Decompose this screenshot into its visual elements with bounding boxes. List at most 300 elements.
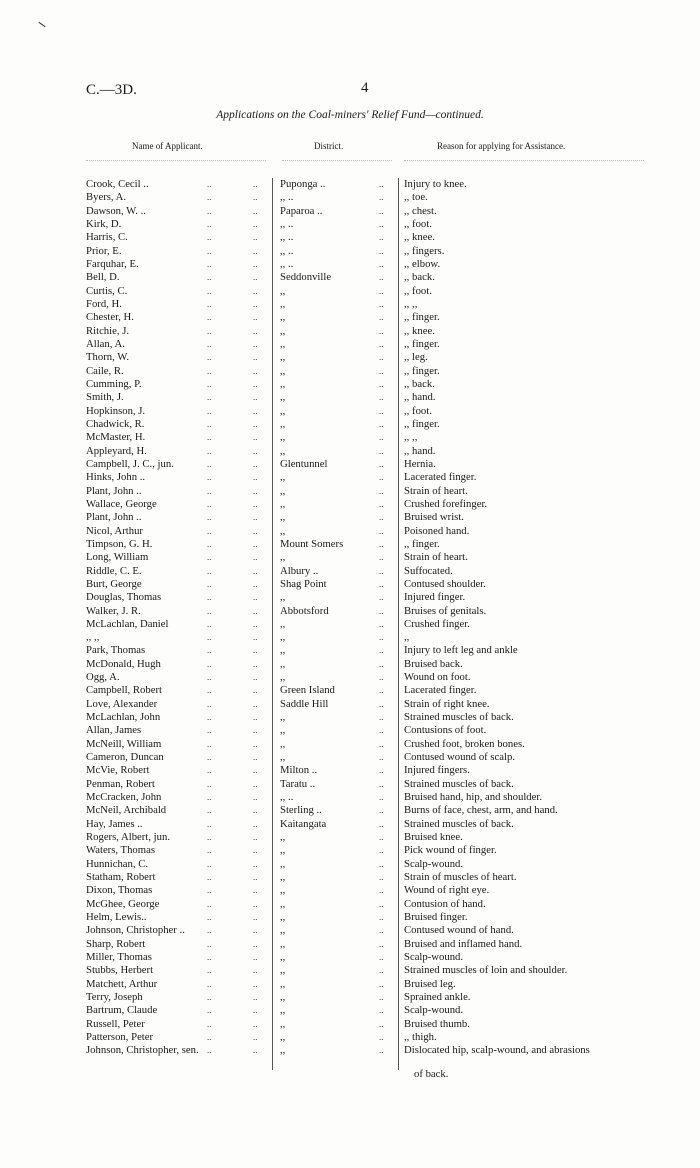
district: ,, .. xyxy=(280,244,294,257)
leader-dots: .. xyxy=(379,179,384,189)
district: ,, xyxy=(280,444,286,457)
leader-dots: .. xyxy=(207,752,212,763)
leader-dots: .. xyxy=(207,952,212,963)
leader-dots: .. xyxy=(207,698,212,709)
leader-dots: .. xyxy=(207,1045,212,1056)
table-row xyxy=(0,751,700,764)
leader-dots: .. xyxy=(253,312,258,323)
leader-dots: .. xyxy=(379,1018,384,1029)
leader-dots: .. xyxy=(207,445,212,456)
leader-dots: .. xyxy=(253,1005,258,1016)
header-rule xyxy=(282,160,392,161)
table-row xyxy=(0,738,700,751)
leader-dots: .. xyxy=(253,872,258,883)
reason: Contused wound of scalp. xyxy=(404,751,516,764)
leader-dots: .. xyxy=(253,898,258,909)
reason: ,, xyxy=(404,631,410,644)
applicant-name: Dawson, W. .. xyxy=(86,204,146,217)
reason: Bruised knee. xyxy=(404,831,463,844)
leader-dots: .. xyxy=(207,618,212,629)
leader-dots: .. xyxy=(379,445,384,456)
leader-dots: .. xyxy=(379,205,384,216)
applicant-name: McNeill, William xyxy=(86,737,162,750)
leader-dots: .. xyxy=(379,218,384,229)
leader-dots: .. xyxy=(207,512,212,523)
district: ,, .. xyxy=(280,217,294,230)
table-row xyxy=(0,978,700,991)
leader-dots: .. xyxy=(379,898,384,909)
table-row xyxy=(0,325,700,338)
table-row xyxy=(0,844,700,857)
reason: Strained muscles of back. xyxy=(404,817,514,830)
table-row xyxy=(0,218,700,231)
reason: ,, back. xyxy=(404,271,435,284)
leader-dots: .. xyxy=(253,618,258,629)
table-row xyxy=(0,485,700,498)
leader-dots: .. xyxy=(253,512,258,523)
table-row xyxy=(0,551,700,564)
leader-dots: .. xyxy=(207,245,212,256)
applicant-name: Prior, E. xyxy=(86,244,122,257)
reason: Wound on foot. xyxy=(404,671,471,684)
leader-dots: .. xyxy=(379,498,384,509)
leader-dots: .. xyxy=(207,418,212,429)
district: ,, xyxy=(280,364,286,377)
leader-dots: .. xyxy=(253,432,258,443)
table-row xyxy=(0,991,700,1004)
table-row xyxy=(0,578,700,591)
leader-dots: .. xyxy=(379,552,384,563)
table-row xyxy=(0,684,700,697)
district: ,, xyxy=(280,324,286,337)
leader-dots: .. xyxy=(379,752,384,763)
district: ,, xyxy=(280,1004,286,1017)
reason: Bruised back. xyxy=(404,657,463,670)
applicant-name: Curtis, C. xyxy=(86,284,128,297)
leader-dots: .. xyxy=(207,338,212,349)
applicant-name: Appleyard, H. xyxy=(86,444,147,457)
table-row xyxy=(0,231,700,244)
district: ,, xyxy=(280,724,286,737)
table-row xyxy=(0,271,700,284)
leader-dots: .. xyxy=(253,978,258,989)
column-header-name: Name of Applicant. xyxy=(132,141,203,151)
leader-dots: .. xyxy=(207,925,212,936)
leader-dots: .. xyxy=(207,578,212,589)
leader-dots: .. xyxy=(253,405,258,416)
applicant-name: Plant, John .. xyxy=(86,484,142,497)
leader-dots: .. xyxy=(207,818,212,829)
leader-dots: .. xyxy=(207,272,212,283)
table-row xyxy=(0,791,700,804)
leader-dots: .. xyxy=(253,352,258,363)
reason: ,, finger. xyxy=(404,417,440,430)
reason: Sprained ankle. xyxy=(404,991,471,1004)
table-row xyxy=(0,924,700,937)
district: Seddonville xyxy=(280,271,332,284)
district: ,, xyxy=(280,497,286,510)
leader-dots: .. xyxy=(379,352,384,363)
table-row xyxy=(0,818,700,831)
applicant-name: Ford, H. xyxy=(86,297,122,310)
district: ,, xyxy=(280,857,286,870)
leader-dots: .. xyxy=(253,179,258,189)
leader-dots: .. xyxy=(253,272,258,283)
table-row xyxy=(0,658,700,671)
district: ,, .. xyxy=(280,191,294,204)
reason: Bruised finger. xyxy=(404,911,468,924)
district: Kaitangata xyxy=(280,817,327,830)
leader-dots: .. xyxy=(207,605,212,616)
leader-dots: .. xyxy=(379,298,384,309)
district: ,, xyxy=(280,417,286,430)
table-row xyxy=(0,285,700,298)
table-row xyxy=(0,391,700,404)
leader-dots: .. xyxy=(253,645,258,656)
applicant-name: Riddle, C. E. xyxy=(86,564,142,577)
applicant-name: McLachlan, Daniel xyxy=(86,617,169,630)
leader-dots: .. xyxy=(207,538,212,549)
leader-dots: .. xyxy=(253,885,258,896)
leader-dots: .. xyxy=(207,765,212,776)
applicant-name: Nicol, Arthur xyxy=(86,524,143,537)
leader-dots: .. xyxy=(207,258,212,269)
district: Green Island xyxy=(280,684,335,697)
reason: ,, ,, xyxy=(404,297,418,310)
leader-dots: .. xyxy=(253,672,258,683)
header-rule xyxy=(86,160,266,161)
table-row xyxy=(0,951,700,964)
leader-dots: .. xyxy=(379,872,384,883)
leader-dots: .. xyxy=(207,672,212,683)
reason: ,, knee. xyxy=(404,324,435,337)
leader-dots: .. xyxy=(207,485,212,496)
reason: Strain of right knee. xyxy=(404,697,490,710)
table-row xyxy=(0,911,700,924)
leader-dots: .. xyxy=(207,525,212,536)
table-row xyxy=(0,245,700,258)
applicant-name: Statham, Robert xyxy=(86,871,156,884)
district: ,, xyxy=(280,337,286,350)
leader-dots: .. xyxy=(379,258,384,269)
leader-dots: .. xyxy=(379,1032,384,1042)
district: Glentunnel xyxy=(280,457,328,470)
leader-dots: .. xyxy=(253,392,258,403)
table-row xyxy=(0,311,700,324)
reason: Dislocated hip, scalp-wound, and abrasions xyxy=(404,1044,590,1057)
leader-dots: .. xyxy=(379,912,384,923)
leader-dots: .. xyxy=(207,738,212,749)
leader-dots: .. xyxy=(253,578,258,589)
district: ,, xyxy=(280,924,286,937)
district: ,, xyxy=(280,991,286,1004)
table-row xyxy=(0,671,700,684)
table-row xyxy=(0,871,700,884)
leader-dots: .. xyxy=(253,605,258,616)
leader-dots: .. xyxy=(379,192,384,203)
leader-dots: .. xyxy=(207,552,212,563)
reason: Strained muscles of back. xyxy=(404,711,514,724)
district: ,, xyxy=(280,284,286,297)
leader-dots: .. xyxy=(207,179,212,189)
reason: ,, leg. xyxy=(404,351,428,364)
leader-dots: .. xyxy=(379,605,384,616)
reason: Suffocated. xyxy=(404,564,453,577)
district: Shag Point xyxy=(280,577,327,590)
leader-dots: .. xyxy=(379,792,384,803)
reason: Crushed forefinger. xyxy=(404,497,488,510)
table-row xyxy=(0,538,700,551)
table-row xyxy=(0,471,700,484)
leader-dots: .. xyxy=(379,645,384,656)
table-row xyxy=(0,831,700,844)
leader-dots: .. xyxy=(253,592,258,603)
applicant-name: Farquhar, E. xyxy=(86,257,139,270)
leader-dots: .. xyxy=(379,285,384,296)
applicant-name: Love, Alexander xyxy=(86,697,158,710)
leader-dots: .. xyxy=(379,1045,384,1056)
leader-dots: .. xyxy=(379,938,384,949)
reason: ,, foot. xyxy=(404,217,432,230)
applicant-name: Thorn, W. xyxy=(86,351,130,364)
leader-dots: .. xyxy=(379,885,384,896)
applicant-name: Burt, George xyxy=(86,577,142,590)
reason: Strain of heart. xyxy=(404,484,468,497)
leader-dots: .. xyxy=(253,232,258,243)
leader-dots: .. xyxy=(207,725,212,736)
applicant-name: Dixon, Thomas xyxy=(86,884,153,897)
applicant-name: Johnson, Christopher, sen. xyxy=(86,1044,199,1057)
applicant-name: Bartrum, Claude xyxy=(86,1004,158,1017)
district: ,, xyxy=(280,951,286,964)
district: ,, xyxy=(280,591,286,604)
applicant-name: Waters, Thomas xyxy=(86,844,155,857)
table-row xyxy=(0,458,700,471)
district: ,, xyxy=(280,1044,286,1057)
table-row xyxy=(0,778,700,791)
leader-dots: .. xyxy=(207,458,212,469)
leader-dots: .. xyxy=(253,565,258,576)
applicant-name: Byers, A. xyxy=(86,191,127,204)
district: ,, xyxy=(280,884,286,897)
leader-dots: .. xyxy=(379,525,384,536)
table-row xyxy=(0,1004,700,1017)
table-row xyxy=(0,191,700,204)
district: Saddle Hill xyxy=(280,697,329,710)
leader-dots: .. xyxy=(207,285,212,296)
applicant-name: McMaster, H. xyxy=(86,431,146,444)
applicant-name: Walker, J. R. xyxy=(86,604,141,617)
leader-dots: .. xyxy=(379,632,384,643)
leader-dots: .. xyxy=(253,685,258,696)
leader-dots: .. xyxy=(207,645,212,656)
page-heading: Applications on the Coal-miners' Relief Fund—continued. xyxy=(216,109,484,121)
reason: Strained muscles of loin and shoulder. xyxy=(404,964,568,977)
table-row xyxy=(0,858,700,871)
leader-dots: .. xyxy=(207,565,212,576)
reason: Crushed finger. xyxy=(404,617,470,630)
table-row xyxy=(0,898,700,911)
table-row xyxy=(0,498,700,511)
applicant-name: McVie, Robert xyxy=(86,764,150,777)
district: Milton .. xyxy=(280,764,318,777)
leader-dots: .. xyxy=(379,618,384,629)
applicant-name: McCracken, John xyxy=(86,791,162,804)
reason: Crushed foot, broken bones. xyxy=(404,737,525,750)
leader-dots: .. xyxy=(379,925,384,936)
leader-dots: .. xyxy=(379,592,384,603)
leader-dots: .. xyxy=(207,192,212,203)
leader-dots: .. xyxy=(207,832,212,843)
applicant-name: Hay, James .. xyxy=(86,817,143,830)
leader-dots: .. xyxy=(253,552,258,563)
leader-dots: .. xyxy=(207,978,212,989)
leader-dots: .. xyxy=(379,565,384,576)
district: ,, xyxy=(280,937,286,950)
leader-dots: .. xyxy=(253,298,258,309)
applicant-name: Terry, Joseph xyxy=(86,991,143,1004)
leader-dots: .. xyxy=(379,512,384,523)
leader-dots: .. xyxy=(207,405,212,416)
leader-dots: .. xyxy=(379,818,384,829)
leader-dots: .. xyxy=(379,338,384,349)
leader-dots: .. xyxy=(379,978,384,989)
reason: ,, thigh. xyxy=(404,1031,437,1043)
leader-dots: .. xyxy=(253,938,258,949)
leader-dots: .. xyxy=(379,658,384,669)
leader-dots: .. xyxy=(253,952,258,963)
district: ,, xyxy=(280,351,286,364)
applicant-name: Douglas, Thomas xyxy=(86,591,162,604)
leader-dots: .. xyxy=(207,872,212,883)
district: Taratu .. xyxy=(280,777,316,790)
leader-dots: .. xyxy=(253,325,258,336)
leader-dots: .. xyxy=(253,925,258,936)
applications-table xyxy=(0,178,700,1058)
leader-dots: .. xyxy=(207,885,212,896)
table-row xyxy=(0,525,700,538)
applicant-name: McLachlan, John xyxy=(86,711,161,724)
leader-dots: .. xyxy=(207,232,212,243)
district: ,, .. xyxy=(280,257,294,270)
applicant-name: Timpson, G. H. xyxy=(86,537,153,550)
leader-dots: .. xyxy=(207,1005,212,1016)
applicant-name: Bell, D. xyxy=(86,271,120,284)
district: Puponga .. xyxy=(280,178,326,190)
district: Albury .. xyxy=(280,564,319,577)
page-reference: C.—3D. xyxy=(86,82,137,98)
leader-dots: .. xyxy=(379,992,384,1003)
leader-dots: .. xyxy=(253,338,258,349)
reason: ,, foot. xyxy=(404,404,432,417)
reason: Strain of heart. xyxy=(404,551,468,564)
leader-dots: .. xyxy=(207,632,212,643)
reason: Lacerated finger. xyxy=(404,684,477,697)
table-row xyxy=(0,405,700,418)
table-row xyxy=(0,338,700,351)
applicant-name: McGhee, George xyxy=(86,897,160,910)
leader-dots: .. xyxy=(253,1045,258,1056)
district: Paparoa .. xyxy=(280,204,323,217)
district: ,, xyxy=(280,737,286,750)
leader-dots: .. xyxy=(207,685,212,696)
leader-dots: .. xyxy=(207,205,212,216)
reason: Contusions of foot. xyxy=(404,724,487,737)
reason: Pick wound of finger. xyxy=(404,844,497,857)
leader-dots: .. xyxy=(253,738,258,749)
leader-dots: .. xyxy=(379,378,384,389)
leader-dots: .. xyxy=(207,325,212,336)
reason: ,, back. xyxy=(404,377,435,390)
leader-dots: .. xyxy=(253,285,258,296)
district: Sterling .. xyxy=(280,804,322,817)
reason: Bruised wrist. xyxy=(404,511,464,524)
district: ,, xyxy=(280,431,286,444)
applicant-name: Allan, James xyxy=(86,724,142,737)
leader-dots: .. xyxy=(379,805,384,816)
district: ,, xyxy=(280,404,286,417)
leader-dots: .. xyxy=(379,245,384,256)
leader-dots: .. xyxy=(253,1018,258,1029)
table-row xyxy=(0,644,700,657)
reason: Burns of face, chest, arm, and hand. xyxy=(404,804,558,817)
leader-dots: .. xyxy=(253,752,258,763)
leader-dots: .. xyxy=(253,658,258,669)
leader-dots: .. xyxy=(253,805,258,816)
leader-dots: .. xyxy=(379,858,384,869)
applicant-name: Hopkinson, J. xyxy=(86,404,146,417)
table-row xyxy=(0,565,700,578)
reason: Contused shoulder. xyxy=(404,577,486,590)
leader-dots: .. xyxy=(379,272,384,283)
district: Abbotsford xyxy=(280,604,329,617)
reason: Contusion of hand. xyxy=(404,897,486,910)
table-row xyxy=(0,724,700,737)
table-row xyxy=(0,378,700,391)
reason: Lacerated finger. xyxy=(404,471,477,484)
leader-dots: .. xyxy=(207,218,212,229)
leader-dots: .. xyxy=(253,245,258,256)
leader-dots: .. xyxy=(207,472,212,483)
leader-dots: .. xyxy=(253,912,258,923)
table-row xyxy=(0,298,700,311)
district: ,, xyxy=(280,631,286,644)
applicant-name: McDonald, Hugh xyxy=(86,657,161,670)
leader-dots: .. xyxy=(379,418,384,429)
reason: Injured finger. xyxy=(404,591,466,604)
applicant-name: Chadwick, R. xyxy=(86,417,145,430)
reason: ,, finger. xyxy=(404,311,440,324)
applicant-name: Caile, R. xyxy=(86,364,124,377)
leader-dots: .. xyxy=(207,298,212,309)
leader-dots: .. xyxy=(253,418,258,429)
applicant-name: Stubbs, Herbert xyxy=(86,964,154,977)
reason: Bruised leg. xyxy=(404,977,456,990)
reason: Injury to left leg and ankle xyxy=(404,644,518,657)
table-row xyxy=(0,258,700,271)
leader-dots: .. xyxy=(379,845,384,856)
reason: Injured fingers. xyxy=(404,764,470,777)
leader-dots: .. xyxy=(207,778,212,789)
reason: ,, hand. xyxy=(404,444,436,457)
leader-dots: .. xyxy=(379,538,384,549)
table-row xyxy=(0,618,700,631)
leader-dots: .. xyxy=(379,672,384,683)
reason: ,, toe. xyxy=(404,191,428,204)
applicant-name: Penman, Robert xyxy=(86,777,155,790)
reason: ,, chest. xyxy=(404,204,437,217)
district: ,, xyxy=(280,964,286,977)
